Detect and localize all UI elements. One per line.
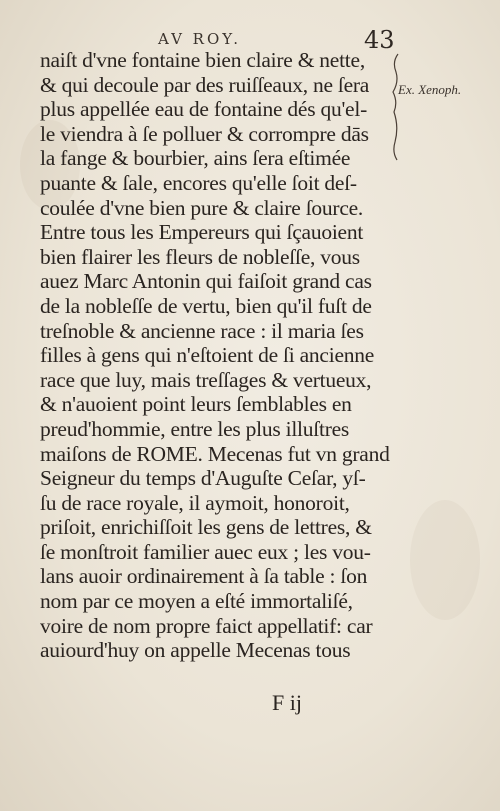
running-title: AV ROY. — [158, 30, 242, 48]
text-line: voire de nom propre faict appellatif: car — [40, 613, 373, 638]
page-number: 43 — [364, 26, 395, 54]
text-line: ſe monſtroit familier auec eux ; les vou- — [40, 539, 371, 564]
text-line: bien flairer les fleurs de nobleſſe, vous — [40, 244, 360, 269]
text-line: race que luy, mais treſſages & vertueux, — [40, 367, 372, 392]
text-line: auiourd'huy on appelle Mecenas tous — [40, 638, 351, 663]
text-line: & n'auoient point leurs ſemblables en — [40, 392, 352, 417]
text-line: priſoit, enrichiſſoit les gens de lettres, & — [40, 515, 372, 540]
text-line: Seigneur du temps d'Auguſte Ceſar, yſ- — [40, 466, 366, 491]
paper-stain — [410, 500, 480, 620]
text-line: le viendra à ſe polluer & corrompre dās — [40, 121, 369, 146]
text-line: treſnoble & ancienne race : il maria ſes — [40, 318, 364, 343]
text-line: preud'hommie, entre les plus illuſtres — [40, 416, 350, 441]
text-line: puante & ſale, encores qu'elle ſoit deſ- — [40, 170, 357, 195]
text-line: de la nobleſſe de vertu, bien qu'il fuſt de — [40, 293, 372, 318]
text-line: & qui decoule par des ruiſſeaux, ne ſera — [40, 72, 370, 97]
text-line: nom par ce moyen a eſté immortaliſé, — [40, 589, 353, 614]
text-line: naiſt d'vne fontaine bien claire & nette, — [40, 48, 365, 72]
text-line: ſu de race royale, il aymoit, honoroit, — [40, 490, 350, 515]
text-line: maiſons de ROME. Mecenas fut vn grand — [40, 441, 390, 466]
margin-note: Ex. Xenoph. — [398, 82, 462, 97]
text-line: coulée d'vne bien pure & claire ſource. — [40, 195, 364, 220]
text-line: filles à gens qui n'eſtoient de ſi ancienne — [40, 343, 375, 368]
text-line: plus appellée eau de fontaine dés qu'el- — [40, 97, 367, 122]
text-line: Entre tous les Empereurs qui ſçauoient — [40, 220, 364, 245]
signature-mark: F ij — [272, 690, 302, 715]
body-text — [40, 48, 390, 663]
text-line: lans auoir ordinairement à ſa table : ſon — [40, 564, 368, 589]
margin-bracket-icon — [390, 52, 400, 162]
text-line: la fange & bourbier, ains ſera eſtimée — [40, 146, 351, 171]
text-line: auez Marc Antonin qui faiſoit grand cas — [40, 269, 372, 294]
